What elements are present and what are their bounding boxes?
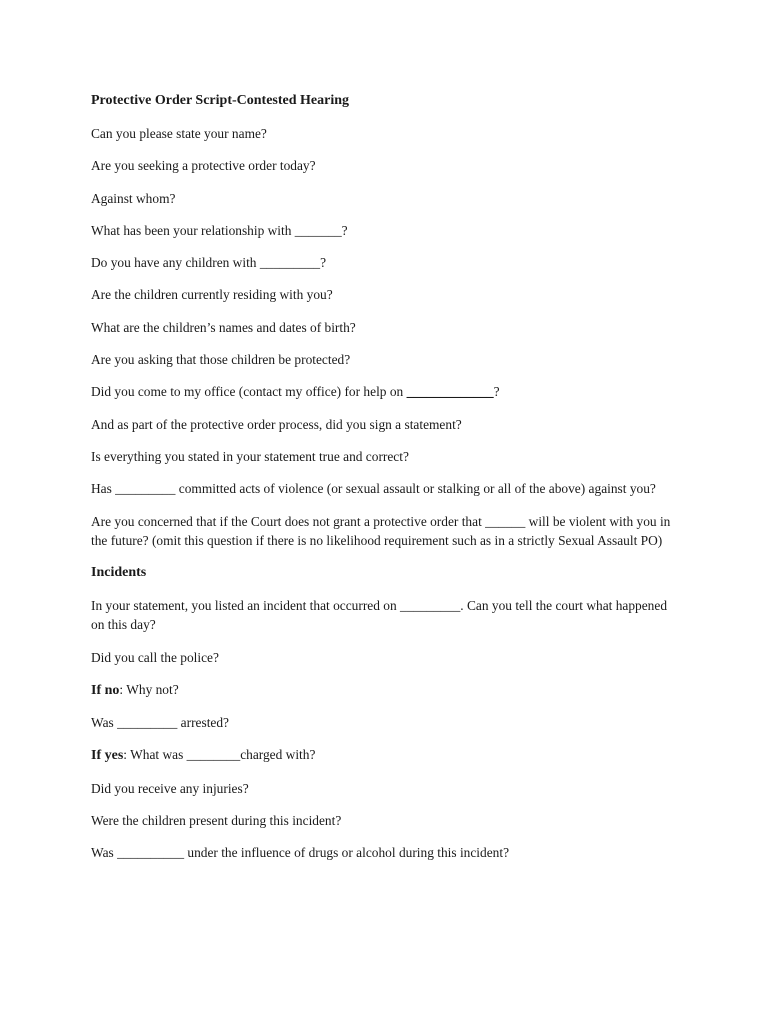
question-children-residing: Are the children currently residing with you? <box>91 287 333 303</box>
question-acts-of-violence: Has _________ committed acts of violence (or sexual assault or stalking or all of the above) against you? <box>91 481 656 497</box>
if-no-text: : Why not? <box>119 681 179 697</box>
question-seeking-order: Are you seeking a protective order today? <box>91 158 316 174</box>
question-signed-statement: And as part of the protective order process, did you sign a statement? <box>91 416 462 432</box>
question-children-with: Do you have any children with _________? <box>91 255 327 271</box>
incident-question-police: Did you call the police? <box>91 649 219 665</box>
if-yes-label: If yes <box>91 748 124 764</box>
incidents-heading: Incidents <box>91 564 147 580</box>
question-office-help <box>91 382 681 402</box>
question-name: Can you please state your name? <box>91 126 267 141</box>
question-children-protected: Are you asking that those children be protected? <box>91 352 351 368</box>
incident-question-if-yes <box>91 745 681 766</box>
incident-question-influence: Was __________ under the influence of drugs or alcohol during this incident? <box>91 845 510 861</box>
question-future-violence: Are you concerned that if the Court does not grant a protective order that ______ will be violent with you in the future? (omit this question if there is no likelihood requirement such as in a strictly Sexual Assault PO) <box>91 513 671 549</box>
incident-question-if-no <box>91 680 681 701</box>
question-office-help-end: ? <box>493 384 500 400</box>
question-relationship: What has been your relationship with _______? <box>91 222 348 238</box>
incident-question-date: In your statement, you listed an incident that occurred on _________. Can you tell the court what happened on this day? <box>91 597 668 633</box>
question-office-help-blank: _____________ <box>406 384 494 400</box>
question-office-help-text: Did you come to my office (contact my office) for help on <box>91 384 407 400</box>
incident-question-injuries: Did you receive any injuries? <box>91 780 249 796</box>
document-page <box>91 92 681 876</box>
incident-question-arrested: Was _________ arrested? <box>91 715 229 731</box>
question-statement-true: Is everything you stated in your statement true and correct? <box>91 448 409 464</box>
if-no-label: If no <box>91 682 120 698</box>
incident-question-children-present: Were the children present during this incident? <box>91 813 342 829</box>
question-children-names: What are the children’s names and dates of birth? <box>91 319 356 335</box>
question-against-whom: Against whom? <box>91 190 176 206</box>
if-yes-text: : What was ________charged with? <box>123 747 316 763</box>
document-title: Protective Order Script-Contested Hearing <box>91 93 350 108</box>
